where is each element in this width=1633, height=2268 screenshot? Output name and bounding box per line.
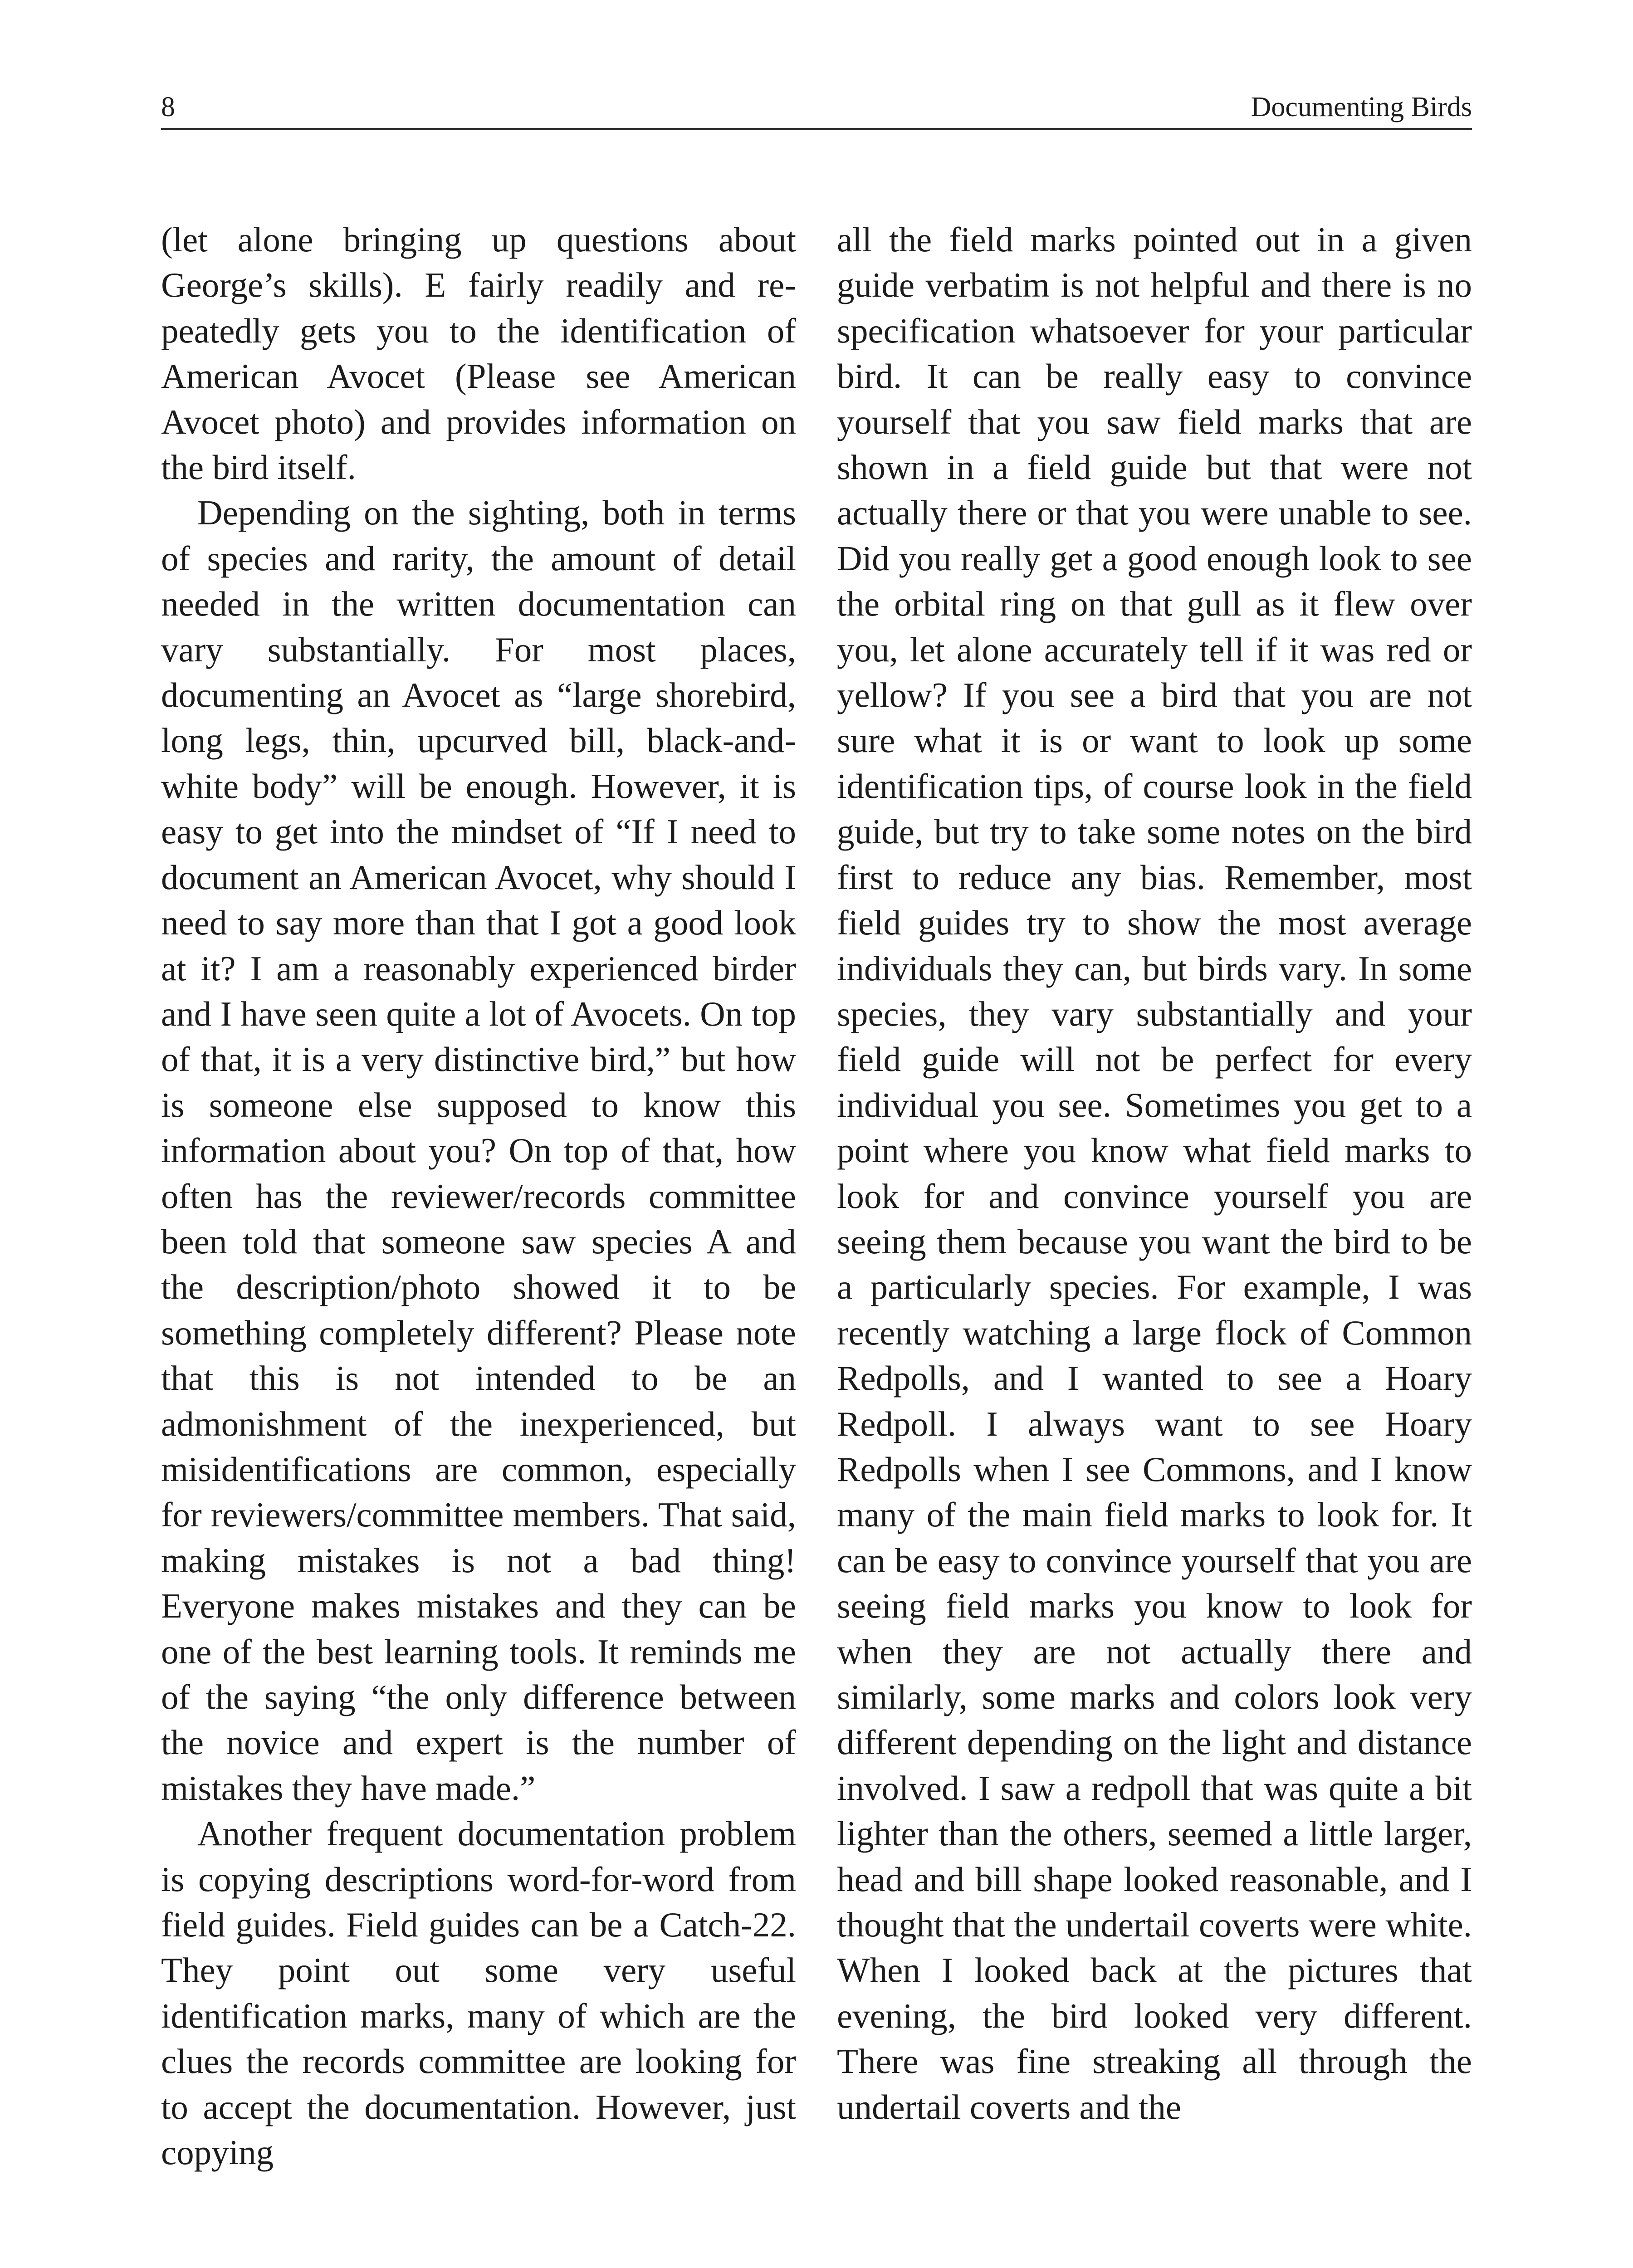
right-column: [837, 217, 1472, 2130]
paragraph-continued: (let alone bringing up questions about George’s skills). E fairly readily and repeatedly gets you to the identification of American Avocet (Please see American Avocet photo) and provides information on the bird itself.: [161, 220, 796, 487]
running-title: Documenting Birds: [1251, 92, 1472, 122]
paragraph: Another frequent documentation problem is copying descriptions word-for-word from field guides. Field guides can be a Catch-22. They point out some very useful identification marks, many of which are the clues the records committee are looking for to accept the documentation. However, just copying: [161, 1814, 796, 2172]
body-text: [161, 217, 1472, 2268]
paragraph-continued: all the field marks pointed out in a given guide verbatim is not helpful and there is no specification whatsoever for your particular bird. It can be really easy to convince yourself that you saw field marks that are shown in a field guide but that were not actually there or that you were unable to see. Did you really get a good enough look to see the orbital ring on that gull as it flew over you, let alone accurately tell if it was red or yellow? If you see a bird that you are not sure what it is or want to look up some identification tips, of course look in the field guide, but try to take some notes on the bird first to reduce any bias. Remember, most field guides try to show the most average individuals they can, but birds vary. In some species, they vary substantially and your field guide will not be perfect for every individual you see. Sometimes you get to a point where you know what field marks to look for and convince yourself you are seeing them because you want the bird to be a particularly species. For example, I was recently watching a large flock of Common Redpolls, and I wanted to see a Hoary Redpoll. I always want to see Hoary Redpolls when I see Commons, and I know many of the main field marks to look for. It can be easy to convince yourself that you are seeing field marks you know to look for when they are not actually there and similarly, some marks and colors look very different depending on the light and distance involved. I saw a redpoll that was quite a bit lighter than the others, seemed a little larger, head and bill shape looked reasonable, and I thought that the undertail coverts were white. When I looked back at the pictures that evening, the bird looked very different. There was fine streaking all through the undertail coverts and the: [837, 220, 1472, 2126]
paragraph: Depending on the sighting, both in terms of species and rarity, the amount of detail needed in the written documentation can vary substantially. For most places, documenting an Avocet as “large shorebird, long legs, thin, upcurved bill, black-and-white body” will be enough. However, it is easy to get into the mindset of “If I need to document an American Avocet, why should I need to say more than that I got a good look at it? I am a reasonably experienced birder and I have seen quite a lot of Avocets. On top of that, it is a very distinctive bird,” but how is someone else supposed to know this information about you? On top of that, how often has the reviewer/records committee been told that someone saw species A and the description/photo showed it to be something completely different? Please note that this is not intended to be an admonishment of the inexperienced, but misidentifications are common, especially for reviewers/committee members. That said, making mistakes is not a bad thing! Everyone makes mistakes and they can be one of the best learning tools. It reminds me of the saying “the only difference between the novice and expert is the number of mistakes they have made.”: [161, 493, 796, 1808]
running-head: [161, 86, 1472, 130]
page-number: 8: [161, 92, 175, 122]
left-column: [161, 217, 796, 2175]
